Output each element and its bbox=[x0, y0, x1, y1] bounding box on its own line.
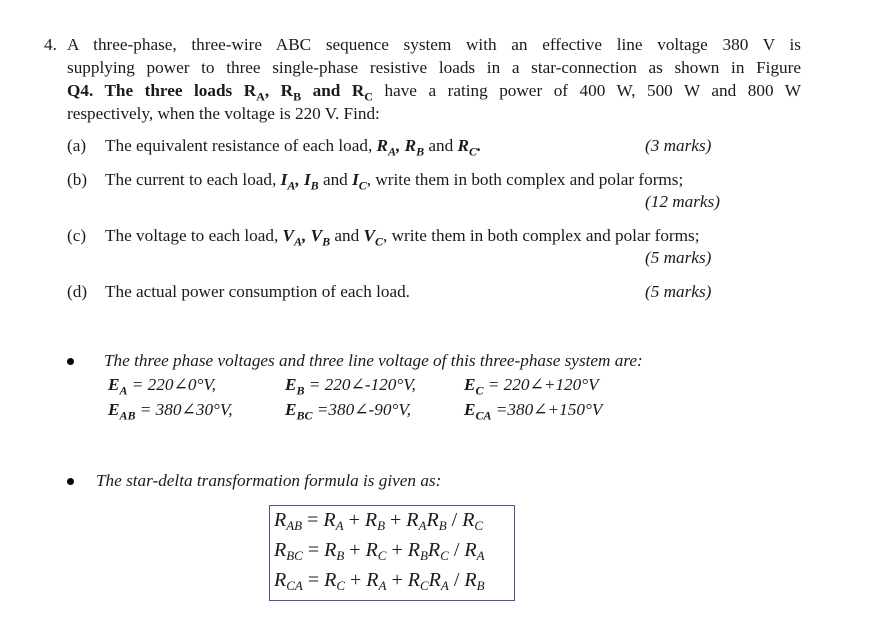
part-a-pre: The equivalent resistance of each load, bbox=[105, 136, 377, 155]
part-a-label: (a) bbox=[67, 136, 87, 155]
line-ab-value: = 380∠30°V, bbox=[135, 400, 233, 419]
part-c-sym2: V bbox=[310, 226, 323, 245]
part-b-sub3: C bbox=[358, 178, 367, 193]
part-a-marks: (3 marks) bbox=[645, 136, 712, 155]
part-a-sub2: B bbox=[416, 144, 425, 159]
formula-rab bbox=[274, 509, 483, 532]
part-a-sym3: R bbox=[457, 136, 469, 155]
part-d-label: (d) bbox=[67, 282, 88, 301]
phase-a-value: = 220∠0°V, bbox=[127, 375, 216, 394]
f1-p1-sub: A bbox=[418, 518, 427, 533]
bullet-2 bbox=[67, 478, 74, 485]
f1-d: R bbox=[462, 509, 475, 531]
f2-plus1: + bbox=[344, 539, 366, 561]
f3-p1-sub: C bbox=[419, 578, 429, 593]
phase-c-sym: E bbox=[464, 375, 476, 394]
part-b-mid2: and bbox=[318, 170, 353, 189]
f1-eq: = bbox=[302, 509, 324, 531]
f1-d-sub: C bbox=[474, 518, 484, 533]
f3-t1: R bbox=[324, 569, 337, 591]
part-c-post: , write them in both complex and polar forms; bbox=[383, 226, 700, 245]
part-a-mid1: , bbox=[396, 136, 405, 155]
part-c-label: (c) bbox=[67, 226, 87, 245]
f2-p1: R bbox=[407, 539, 420, 561]
line-ab-sub: AB bbox=[119, 408, 136, 423]
f2-d: R bbox=[464, 539, 477, 561]
part-a-text bbox=[105, 136, 482, 159]
part-b-mid1: , bbox=[295, 170, 304, 189]
part-b-pre: The current to each load, bbox=[105, 170, 281, 189]
bullet-1 bbox=[67, 358, 74, 365]
part-b-post: , write them in both complex and polar forms; bbox=[366, 170, 684, 189]
part-c-sub3: C bbox=[375, 234, 384, 249]
f2-lhs: R bbox=[274, 539, 287, 561]
phase-voltage-b bbox=[285, 375, 416, 398]
f2-plus2: + bbox=[386, 539, 408, 561]
f3-plus1: + bbox=[345, 569, 367, 591]
f1-p2: R bbox=[426, 509, 439, 531]
f1-slash: / bbox=[446, 509, 463, 531]
sep-2: and R bbox=[301, 81, 365, 100]
line-bc-sub: BC bbox=[296, 408, 313, 423]
part-b-sym3: I bbox=[352, 170, 359, 189]
part-c-marks: (5 marks) bbox=[645, 248, 712, 267]
f3-slash: / bbox=[448, 569, 465, 591]
f1-p2-sub: B bbox=[438, 518, 447, 533]
part-c-sym1: V bbox=[282, 226, 295, 245]
question-number: 4. bbox=[44, 35, 57, 54]
f1-t2-sub: B bbox=[377, 518, 386, 533]
note1-heading: The three phase voltages and three line voltage of this three-phase system are: bbox=[104, 351, 643, 370]
part-b-sym1: I bbox=[280, 170, 288, 189]
f1-t1: R bbox=[323, 509, 336, 531]
part-b-text bbox=[105, 170, 684, 193]
f2-t1-sub: B bbox=[336, 548, 345, 563]
part-a-mid2: and bbox=[424, 136, 458, 155]
part-a-sym1: R bbox=[376, 136, 389, 155]
f3-t1-sub: C bbox=[336, 578, 346, 593]
f3-d-sub: B bbox=[476, 578, 485, 593]
question-line-3-start: Q4. The three loads R bbox=[67, 81, 257, 100]
f2-t2-sub: C bbox=[377, 548, 387, 563]
sub-a: A bbox=[256, 89, 265, 104]
line-ca-sym: E bbox=[464, 400, 476, 419]
part-b-sym2: I bbox=[303, 170, 311, 189]
question-line-4: respectively, when the voltage is 220 V. Find: bbox=[67, 104, 380, 123]
question-line-2: supplying power to three single-phase resistive loads in a star-connection as shown in Figure bbox=[67, 58, 801, 77]
phase-c-sub: C bbox=[475, 383, 484, 398]
f1-plus1: + bbox=[343, 509, 365, 531]
part-a-post: . bbox=[477, 136, 482, 155]
line-voltage-ab bbox=[108, 400, 233, 423]
line-ab-sym: E bbox=[108, 400, 120, 419]
f2-p2-sub: C bbox=[440, 548, 449, 563]
phase-c-value: = 220∠+120°V bbox=[483, 375, 599, 394]
f3-lhs: R bbox=[274, 569, 287, 591]
f1-plus2: + bbox=[385, 509, 407, 531]
phase-voltage-a bbox=[108, 375, 216, 398]
f3-plus2: + bbox=[386, 569, 408, 591]
part-d-marks: (5 marks) bbox=[645, 282, 712, 301]
line-voltage-ca bbox=[464, 400, 603, 423]
part-a-sub3: C bbox=[469, 144, 478, 159]
f2-eq: = bbox=[302, 539, 325, 561]
f1-lhs-sub: AB bbox=[286, 518, 303, 533]
part-b-sub2: B bbox=[310, 178, 319, 193]
part-b-sub1: A bbox=[287, 178, 296, 193]
part-c-mid1: , bbox=[302, 226, 311, 245]
line-ca-value: =380∠+150°V bbox=[491, 400, 603, 419]
part-c-sub2: B bbox=[322, 234, 331, 249]
formula-rca bbox=[274, 569, 485, 592]
phase-b-value: = 220∠-120°V, bbox=[304, 375, 416, 394]
formula-box bbox=[269, 505, 515, 601]
f1-lhs: R bbox=[274, 509, 287, 531]
note2-heading: The star-delta transformation formula is given as: bbox=[96, 471, 442, 490]
part-d-text: The actual power consumption of each load. bbox=[105, 282, 410, 301]
f3-t2: R bbox=[366, 569, 379, 591]
f2-p1-sub: B bbox=[419, 548, 428, 563]
part-b-label: (b) bbox=[67, 170, 88, 189]
f3-t2-sub: A bbox=[378, 578, 387, 593]
sep-1: , R bbox=[264, 81, 294, 100]
part-c-sym3: V bbox=[363, 226, 375, 245]
part-c-mid2: and bbox=[330, 226, 364, 245]
formula-rbc bbox=[274, 539, 485, 562]
phase-b-sym: E bbox=[285, 375, 297, 394]
f3-p1: R bbox=[407, 569, 420, 591]
part-a-sub1: A bbox=[388, 144, 397, 159]
part-c-pre: The voltage to each load, bbox=[105, 226, 283, 245]
sub-c: C bbox=[364, 89, 373, 104]
question-line-3-end: have a rating power of 400 W, 500 W and 800 W bbox=[372, 81, 801, 100]
f2-p2: R bbox=[427, 539, 441, 561]
f1-t2: R bbox=[364, 509, 378, 531]
part-b-marks: (12 marks) bbox=[645, 192, 720, 211]
question-line-3 bbox=[67, 80, 801, 103]
f3-p2-sub: A bbox=[440, 578, 449, 593]
f1-t1-sub: A bbox=[335, 518, 344, 533]
part-a-sym2: R bbox=[404, 136, 417, 155]
phase-a-sub: A bbox=[119, 383, 128, 398]
f2-slash: / bbox=[448, 539, 465, 561]
f1-p1: R bbox=[406, 509, 419, 531]
phase-b-sub: B bbox=[296, 383, 305, 398]
line-voltage-bc bbox=[285, 400, 411, 423]
part-c-sub1: A bbox=[294, 234, 303, 249]
f3-lhs-sub: CA bbox=[286, 578, 303, 593]
f2-t1: R bbox=[324, 539, 337, 561]
f2-t2: R bbox=[365, 539, 378, 561]
f3-eq: = bbox=[302, 569, 325, 591]
f3-d: R bbox=[464, 569, 477, 591]
phase-a-sym: E bbox=[108, 375, 120, 394]
f2-d-sub: A bbox=[476, 548, 485, 563]
question-line-1: A three-phase, three-wire ABC sequence system with an effective line voltage 380 V is bbox=[67, 35, 801, 54]
part-c-text bbox=[105, 226, 700, 249]
line-bc-value: =380∠-90°V, bbox=[312, 400, 411, 419]
f3-p2: R bbox=[428, 569, 441, 591]
f2-lhs-sub: BC bbox=[286, 548, 303, 563]
line-ca-sub: CA bbox=[475, 408, 492, 423]
line-bc-sym: E bbox=[285, 400, 297, 419]
sub-b: B bbox=[293, 89, 302, 104]
phase-voltage-c bbox=[464, 375, 599, 398]
